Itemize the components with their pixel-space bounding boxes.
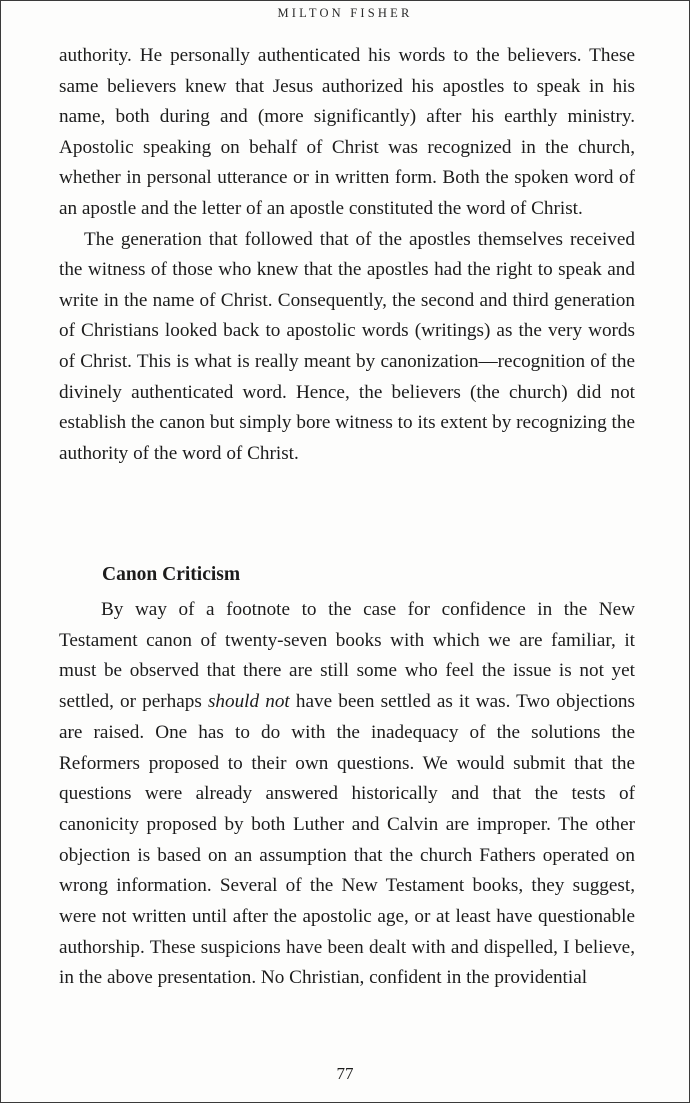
paragraph-canon-criticism xyxy=(59,595,635,994)
paragraph-continuation: authority. He personally authenticated his words to the believers. These same believers knew that Jesus authorized his apostles to speak in his name, both during and (more significantly) after his earthly ministry. Apostolic speaking on behalf of Christ was recognized in the church, whether in personal utterance or in written form. Both the spoken word of an apostle and the letter of an apostle constituted the word of Christ. xyxy=(59,45,635,219)
page-number: 77 xyxy=(336,1064,354,1083)
paragraph-generation: The generation that followed that of the apostles themselves received the witness of those who knew that the apostles had the right to speak and write in the name of Christ. Consequently, the second and third generation of Christians looked back to apostolic words (writings) as the very words of Christ. This is what is really meant by canonization—recognition of the divinely authenticated word. Hence, the believers (the church) did not establish the canon but simply bore witness to its extent by recognizing the authority of the word of Christ. xyxy=(59,228,635,464)
running-head: MILTON FISHER xyxy=(277,6,413,20)
paragraph-text-before-emphasis: By way of a footnote to the case for confidence in the New Testament canon of twenty-seven books with which we are familiar, it must be observed that there are still some who feel the issue is not yet settled, or perhaps xyxy=(59,599,635,713)
paragraph-text-after-emphasis: have been settled as it was. Two objections are raised. One has to do with the inadequacy of the solutions the Reformers proposed to their own questions. We would submit that the questions were already answered historically and that the tests of canonicity proposed by both Luther and Calvin are improper. The other objection is based on an assumption that the church Fathers operated on wrong information. Several of the New Testament books, they suggest, were not written until after the apostolic age, or at least have questionable authorship. These suspicions have been dealt with and dispelled, I believe, in the above presentation. No Christian, confident in the providential xyxy=(59,691,635,989)
body-text-bottom xyxy=(59,595,635,994)
section-heading: Canon Criticism xyxy=(102,564,241,585)
body-text-top xyxy=(59,41,635,469)
emphasis-text: should not xyxy=(207,691,290,713)
